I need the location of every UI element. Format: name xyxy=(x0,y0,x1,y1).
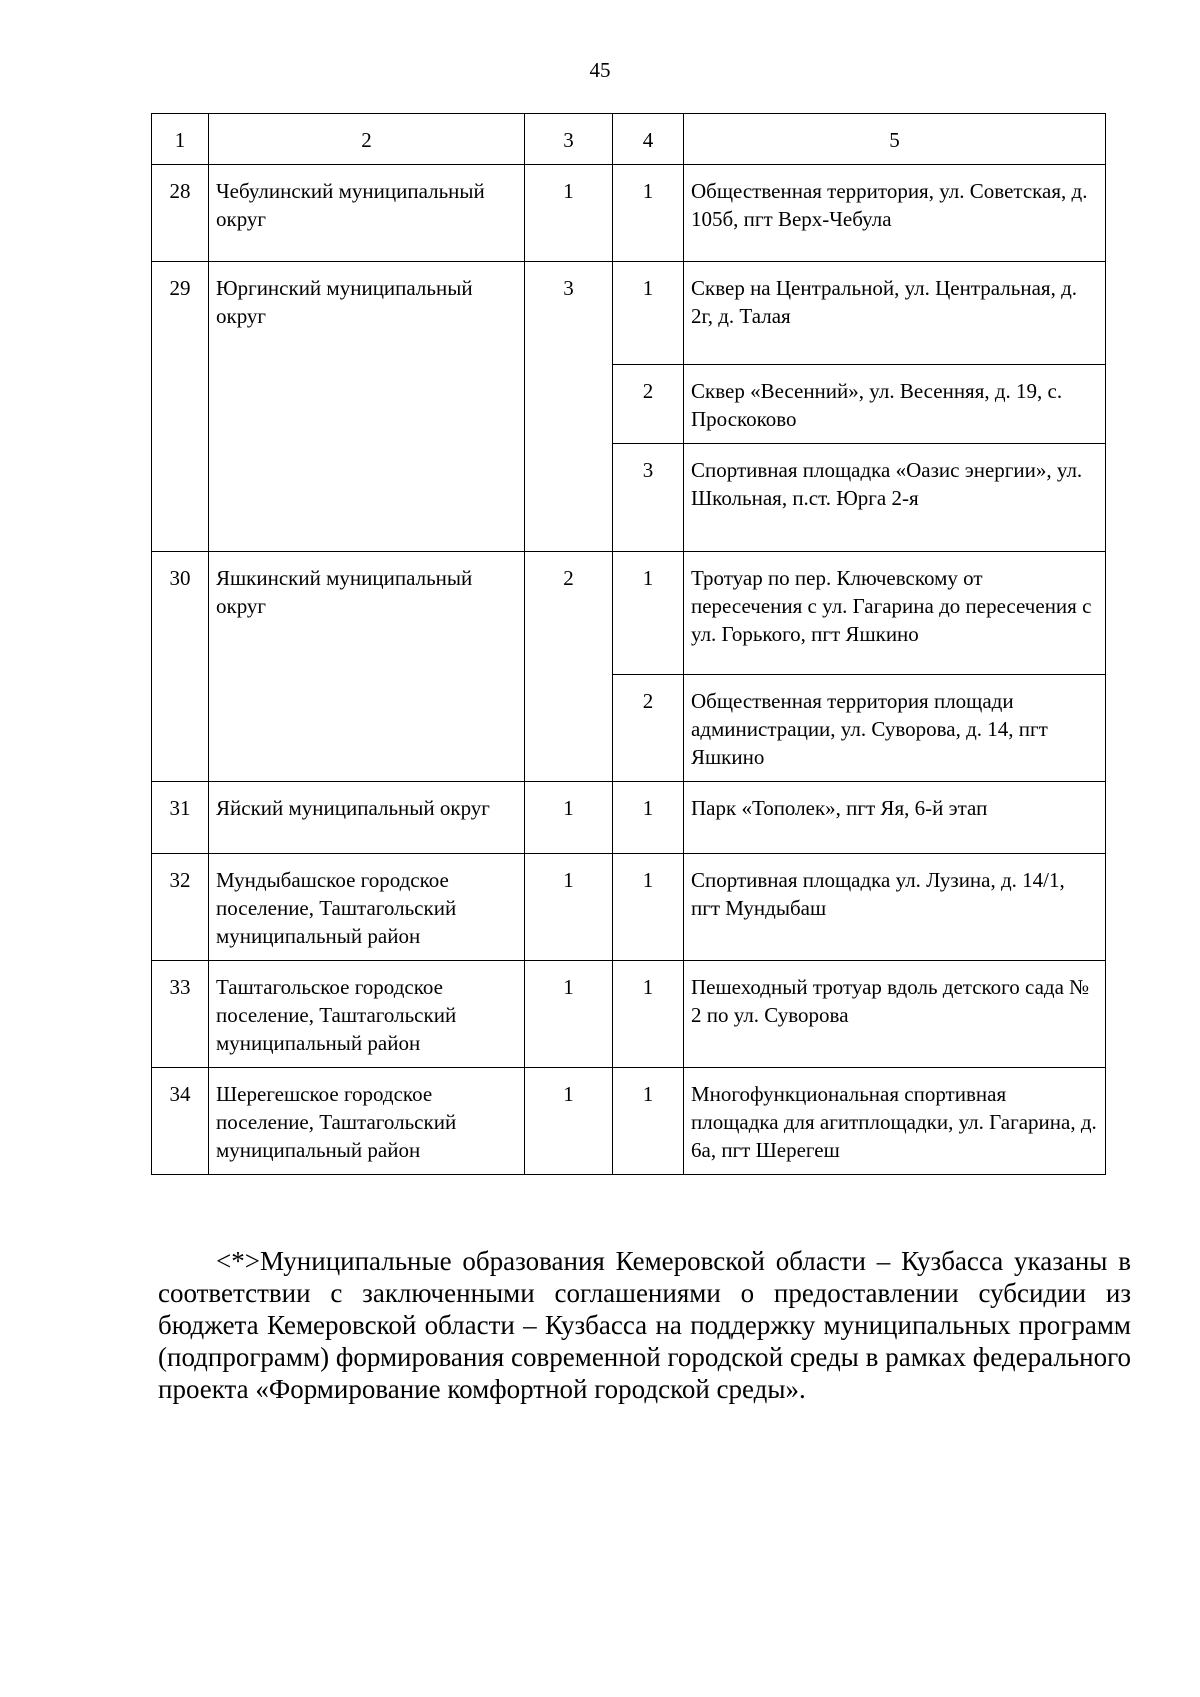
object-number: 3 xyxy=(613,444,684,552)
object-number: 1 xyxy=(613,1068,684,1175)
table-row xyxy=(152,552,1106,675)
header-col-2: 2 xyxy=(209,114,525,165)
table-row xyxy=(152,961,1106,1068)
object-description: Пешеходный тротуар вдоль детского сада № 2 по ул. Суворова xyxy=(684,961,1106,1068)
object-number: 2 xyxy=(613,365,684,444)
object-number: 1 xyxy=(613,961,684,1068)
object-number: 1 xyxy=(613,165,684,262)
municipal-projects-table xyxy=(151,113,1106,1175)
object-description: Общественная территория площади администрации, ул. Суворова, д. 14, пгт Яшкино xyxy=(684,675,1106,782)
header-col-4: 4 xyxy=(613,114,684,165)
object-count: 3 xyxy=(525,262,613,552)
municipality-name: Таштагольское городское поселение, Таштагольский муниципальный район xyxy=(209,961,525,1068)
object-description: Сквер «Весенний», ул. Весенняя, д. 19, с. Проскоково xyxy=(684,365,1106,444)
object-count: 2 xyxy=(525,552,613,782)
object-description: Сквер на Центральной, ул. Центральная, д. 2г, д. Талая xyxy=(684,262,1106,365)
header-col-5: 5 xyxy=(684,114,1106,165)
municipality-name: Шерегешское городское поселение, Таштагольский муниципальный район xyxy=(209,1068,525,1175)
municipality-name: Яйский муниципальный округ xyxy=(209,782,525,854)
object-description: Общественная территория, ул. Советская, д. 105б, пгт Верх-Чебула xyxy=(684,165,1106,262)
table-row xyxy=(152,854,1106,961)
header-col-1: 1 xyxy=(152,114,209,165)
object-description: Тротуар по пер. Ключевскому от пересечения с ул. Гагарина до пересечения с ул. Горького, пгт Яшкино xyxy=(684,552,1106,675)
table-row xyxy=(152,165,1106,262)
row-number: 28 xyxy=(152,165,209,262)
object-description: Спортивная площадка «Оазис энергии», ул. Школьная, п.ст. Юрга 2-я xyxy=(684,444,1106,552)
table-row xyxy=(152,1068,1106,1175)
object-count: 1 xyxy=(525,961,613,1068)
table-row xyxy=(152,262,1106,365)
row-number: 31 xyxy=(152,782,209,854)
object-description: Парк «Тополек», пгт Яя, 6-й этап xyxy=(684,782,1106,854)
row-number: 32 xyxy=(152,854,209,961)
footnote: <*>Муниципальные образования Кемеровской области – Кузбасса указаны в соответствии с заключенными соглашениями о предоставлении субсидии из бюджета Кемеровской области – Кузбасса на поддержку муниципальных программ (подпрограмм) формирования современной городской среды в рамках федерального проекта «Формирование комфортной городской среды». xyxy=(158,1246,1131,1404)
table-header-row xyxy=(152,114,1106,165)
municipality-name: Юргинский муниципальный округ xyxy=(209,262,525,552)
object-number: 1 xyxy=(613,552,684,675)
municipality-name: Мундыбашское городское поселение, Таштагольский муниципальный район xyxy=(209,854,525,961)
object-number: 2 xyxy=(613,675,684,782)
object-description: Многофункциональная спортивная площадка для агитплощадки, ул. Гагарина, д. 6а, пгт Шерегеш xyxy=(684,1068,1106,1175)
row-number: 29 xyxy=(152,262,209,552)
object-count: 1 xyxy=(525,782,613,854)
row-number: 30 xyxy=(152,552,209,782)
object-number: 1 xyxy=(613,782,684,854)
object-count: 1 xyxy=(525,854,613,961)
object-count: 1 xyxy=(525,1068,613,1175)
table-row xyxy=(152,782,1106,854)
municipality-name: Яшкинский муниципальный округ xyxy=(209,552,525,782)
object-number: 1 xyxy=(613,854,684,961)
municipality-name: Чебулинский муниципальный округ xyxy=(209,165,525,262)
object-number: 1 xyxy=(613,262,684,365)
object-description: Спортивная площадка ул. Лузина, д. 14/1, пгт Мундыбаш xyxy=(684,854,1106,961)
row-number: 34 xyxy=(152,1068,209,1175)
row-number: 33 xyxy=(152,961,209,1068)
object-count: 1 xyxy=(525,165,613,262)
page-number: 45 xyxy=(589,58,611,82)
header-col-3: 3 xyxy=(525,114,613,165)
